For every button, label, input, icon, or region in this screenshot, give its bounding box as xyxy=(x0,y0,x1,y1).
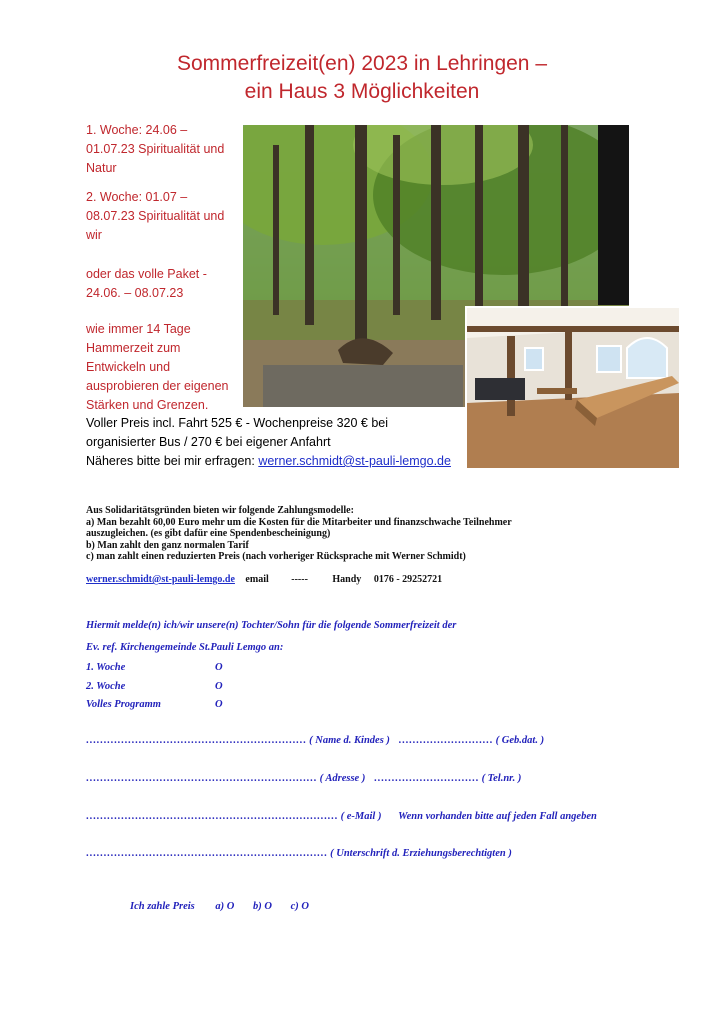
info-text: Näheres bitte bei mir erfragen: xyxy=(86,454,259,468)
birthdate-label: ( Geb.dat. ) xyxy=(495,735,545,746)
birthdate-field[interactable]: ……………………… xyxy=(398,735,494,746)
option-week-1-label: 1. Woche xyxy=(86,662,126,673)
payment-choice-c[interactable]: c) O xyxy=(290,901,309,912)
name-field[interactable]: ……………………………………………………… xyxy=(86,735,307,746)
option-full-checkbox[interactable]: O xyxy=(215,699,223,710)
option-full-label: Volles Programm xyxy=(86,699,161,710)
payment-option-c: c) man zahlt einen reduzierten Preis (nach vorheriger Rücksprache mit Werner Schmidt) xyxy=(86,551,466,562)
form-line-email xyxy=(86,811,597,822)
signature-label: ( Unterschrift d. Erziehungsberechtigten ) xyxy=(330,848,512,859)
contact-line xyxy=(86,574,626,586)
option-week-2-label: 2. Woche xyxy=(86,681,126,692)
payment-option-a-line2: auszugleichen. (es gibt dafür eine Spendenbescheinigung) xyxy=(86,528,331,539)
option-week-1-checkbox[interactable]: O xyxy=(215,662,223,673)
phone-label: Handy xyxy=(332,574,362,585)
form-line-address xyxy=(86,773,521,784)
payment-option-a-line1: a) Man bezahlt 60,00 Euro mehr um die Kosten für die Mitarbeiter und finanzschwache Teilnehmer xyxy=(86,516,512,528)
title-line-1: Sommerfreizeit(en) 2023 in Lehringen – xyxy=(176,52,548,75)
payment-choice-label: Ich zahle Preis xyxy=(130,901,195,912)
contact-line-email-link[interactable]: werner.schmidt@st-pauli-lemgo.de xyxy=(86,574,235,585)
phone-field[interactable]: ………………………… xyxy=(373,773,479,784)
address-label: ( Adresse ) xyxy=(319,773,366,784)
payment-choice-line xyxy=(130,901,309,912)
price-line-3 xyxy=(86,452,506,471)
separator: ----- xyxy=(291,574,308,585)
payment-choice-a[interactable]: a) O xyxy=(215,901,235,912)
full-package-info: oder das volle Paket - 24.06. – 08.07.23 xyxy=(86,267,207,300)
contact-email-link[interactable]: werner.schmidt@st-pauli-lemgo.de xyxy=(258,454,451,468)
option-week-2-checkbox[interactable]: O xyxy=(215,681,223,692)
price-line-1: Voller Preis incl. Fahrt 525 € - Wochenpreise 320 € bei xyxy=(86,416,389,430)
form-line-name xyxy=(86,735,544,746)
name-label: ( Name d. Kindes ) xyxy=(309,735,390,746)
title-line-2: ein Haus 3 Möglichkeiten xyxy=(244,80,480,103)
email-field[interactable]: ……………………………………………………………… xyxy=(86,811,338,822)
price-line-2: organisierter Bus / 270 € bei eigener Anfahrt xyxy=(86,435,331,449)
payment-models xyxy=(86,505,626,563)
week-2-info: 2. Woche: 01.07 – 08.07.23 Spiritualität und wir xyxy=(86,190,225,242)
email-label: email xyxy=(245,574,269,585)
payment-option-b: b) Man zahlt den ganz normalen Tarif xyxy=(86,539,249,551)
phone-number: 0176 - 29252721 xyxy=(373,574,443,585)
address-field[interactable]: ………………………………………………………… xyxy=(86,773,317,784)
form-intro-2: Ev. ref. Kirchengemeinde St.Pauli Lemgo an: xyxy=(86,642,284,653)
hall-photo xyxy=(465,306,681,470)
phone-field-label: ( Tel.nr. ) xyxy=(481,773,522,784)
signature-field[interactable]: …………………………………………………………… xyxy=(86,848,328,859)
form-line-signature xyxy=(86,848,512,859)
always-info: wie immer 14 Tage Hammerzeit zum Entwickeln und ausprobieren der eigenen Stärken und Grenzen. xyxy=(86,322,229,412)
form-intro-1: Hiermit melde(n) ich/wir unsere(n) Tochter/Sohn für die folgende Sommerfreizeit der xyxy=(86,620,457,631)
payment-choice-b[interactable]: b) O xyxy=(252,901,272,912)
week-1-info: 1. Woche: 24.06 – 01.07.23 Spiritualität und Natur xyxy=(86,123,225,175)
email-note: Wenn vorhanden bitte auf jeden Fall angeben xyxy=(398,811,597,822)
email-field-label: ( e-Mail ) xyxy=(340,811,382,822)
payment-intro: Aus Solidaritätsgründen bieten wir folgende Zahlungsmodelle: xyxy=(86,505,354,516)
